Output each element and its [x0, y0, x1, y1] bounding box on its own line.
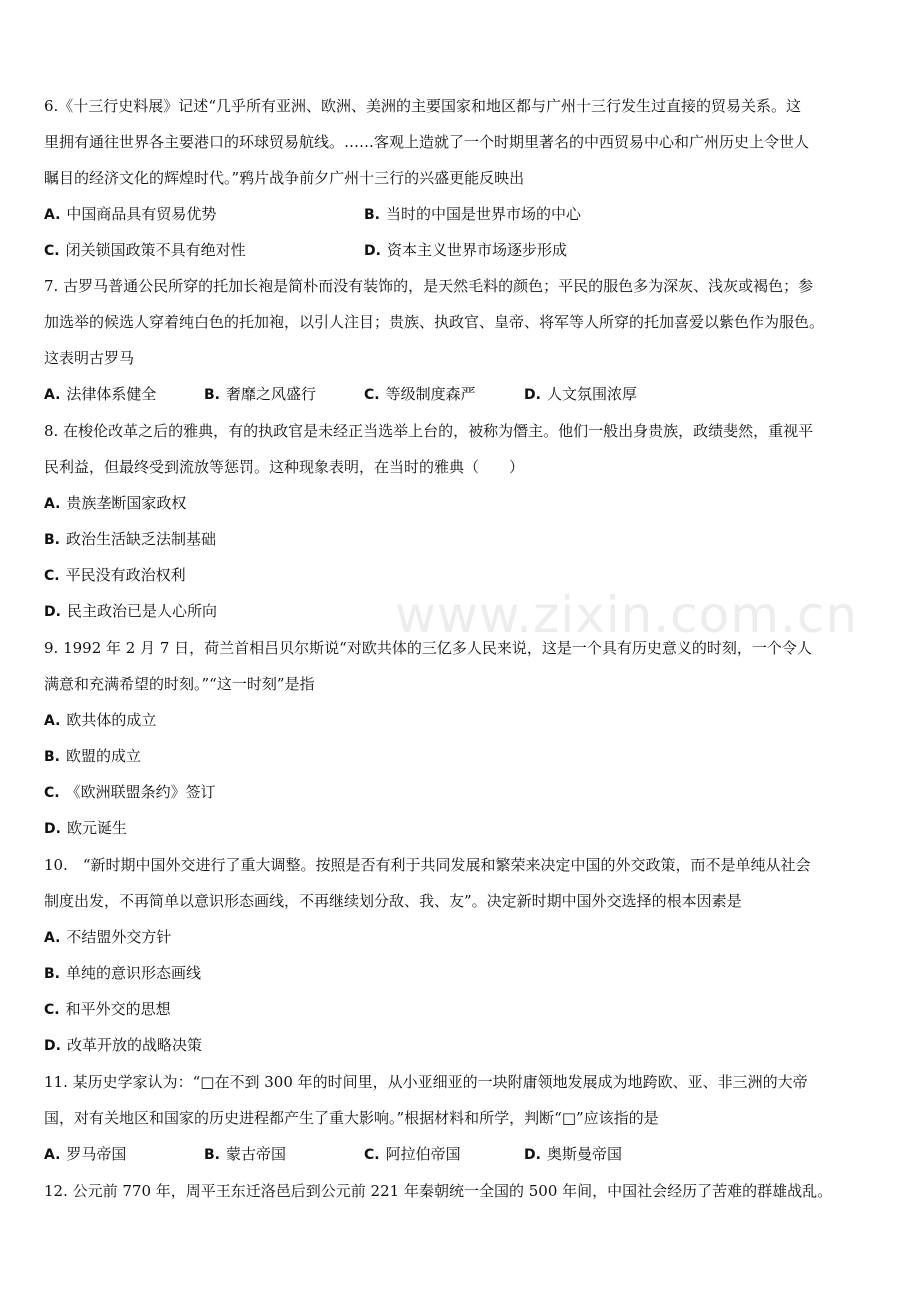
q6-option-d[interactable]: D. 资本主义世界市场逐步形成	[364, 241, 567, 259]
q7-option-a[interactable]: A. 法律体系健全	[44, 385, 157, 403]
q10-option-d[interactable]: D. 改革开放的战略决策	[44, 1036, 202, 1054]
q6-option-a[interactable]: A. 中国商品具有贸易优势	[44, 205, 217, 223]
q11-option-a[interactable]: A. 罗马帝国	[44, 1145, 127, 1163]
q7-stem-line-3: 这表明古罗马	[44, 349, 135, 367]
q10-option-a[interactable]: A. 不结盟外交方针	[44, 928, 172, 946]
q11-stem-line-1: 11. 某历史学家认为：“□在不到 300 年的时间里，从小亚细亚的一块附庸领地发展成为地跨欧、亚、非三洲的大帝	[44, 1073, 808, 1091]
q9-stem-line-1: 9. 1992 年 2 月 7 日，荷兰首相吕贝尔斯说“对欧共体的三亿多人民来说，这是一个具有历史意义的时刻，一个令人	[44, 639, 812, 657]
q11-option-c[interactable]: C. 阿拉伯帝国	[364, 1145, 461, 1163]
q7-option-b[interactable]: B. 奢靡之风盛行	[204, 385, 317, 403]
q10-stem-line-2: 制度出发，不再简单以意识形态画线，不再继续划分敌、我、友”。决定新时期中国外交选择的根本因素是	[44, 892, 742, 910]
q6-option-c[interactable]: C. 闭关锁国政策不具有绝对性	[44, 241, 246, 259]
q6-stem-line-1: 6.《十三行史料展》记述“几乎所有亚洲、欧洲、美洲的主要国家和地区都与广州十三行发生过直接的贸易关系。这	[44, 97, 801, 115]
q8-option-d[interactable]: D. 民主政治已是人心所向	[44, 602, 217, 620]
q9-stem-line-2: 满意和充满希望的时刻。”“这一时刻”是指	[44, 675, 315, 693]
q8-option-c[interactable]: C. 平民没有政治权利	[44, 566, 186, 584]
q7-option-d[interactable]: D. 人文氛围浓厚	[524, 385, 637, 403]
q6-stem-line-3: 瞩目的经济文化的辉煌时代。”鸦片战争前夕广州十三行的兴盛更能反映出	[44, 169, 525, 187]
q8-stem-line-2: 民利益，但最终受到流放等惩罚。这种现象表明，在当时的雅典（ ）	[44, 458, 525, 476]
watermark: www.zixin.com.cn	[395, 586, 859, 644]
q7-options-row	[44, 384, 880, 404]
q6-stem-line-2: 里拥有通往世界各主要港口的环球贸易航线。……客观上造就了一个时期里著名的中西贸易中心和广州历史上令世人	[44, 133, 810, 151]
q6-option-b[interactable]: B. 当时的中国是世界市场的中心	[364, 205, 582, 223]
q10-option-c[interactable]: C. 和平外交的思想	[44, 1000, 171, 1018]
q6-options-row-1	[44, 204, 880, 224]
q8-stem-line-1: 8. 在梭伦改革之后的雅典，有的执政官是未经正当选举上台的，被称为僭主。他们一般出身贵族，政绩斐然，重视平	[44, 422, 814, 440]
q9-option-a[interactable]: A. 欧共体的成立	[44, 711, 157, 729]
q11-stem-line-2: 国，对有关地区和国家的历史进程都产生了重大影响。”根据材料和所学，判断“□”应该指的是	[44, 1109, 659, 1127]
q9-option-c[interactable]: C. 《欧洲联盟条约》签订	[44, 783, 216, 801]
q10-stem-line-1: 10. “新时期中国外交进行了重大调整。按照是否有利于共同发展和繁荣来决定中国的外交政策，而不是单纯从社会	[44, 856, 811, 874]
q9-option-b[interactable]: B. 欧盟的成立	[44, 747, 142, 765]
q9-option-d[interactable]: D. 欧元诞生	[44, 819, 127, 837]
q11-option-d[interactable]: D. 奥斯曼帝国	[524, 1145, 622, 1163]
q8-option-a[interactable]: A. 贵族垄断国家政权	[44, 494, 187, 512]
q7-stem-line-2: 加选举的候选人穿着纯白色的托加袍，以引人注目；贵族、执政官、皇帝、将军等人所穿的托加喜爱以紫色作为服色。	[44, 313, 825, 331]
q10-option-b[interactable]: B. 单纯的意识形态画线	[44, 964, 202, 982]
q12-stem-line-1: 12. 公元前 770 年，周平王东迁洛邑后到公元前 221 年秦朝统一全国的 500 年间，中国社会经历了苦难的群雄战乱。	[44, 1182, 833, 1200]
q11-options-row	[44, 1144, 880, 1164]
q11-option-b[interactable]: B. 蒙古帝国	[204, 1145, 287, 1163]
q8-option-b[interactable]: B. 政治生活缺乏法制基础	[44, 530, 217, 548]
q7-stem-line-1: 7. 古罗马普通公民所穿的托加长袍是简朴而没有装饰的，是天然毛料的颜色；平民的服色多为深灰、浅灰或褐色；参	[44, 277, 814, 295]
q6-options-row-2	[44, 240, 880, 260]
q7-option-c[interactable]: C. 等级制度森严	[364, 385, 476, 403]
